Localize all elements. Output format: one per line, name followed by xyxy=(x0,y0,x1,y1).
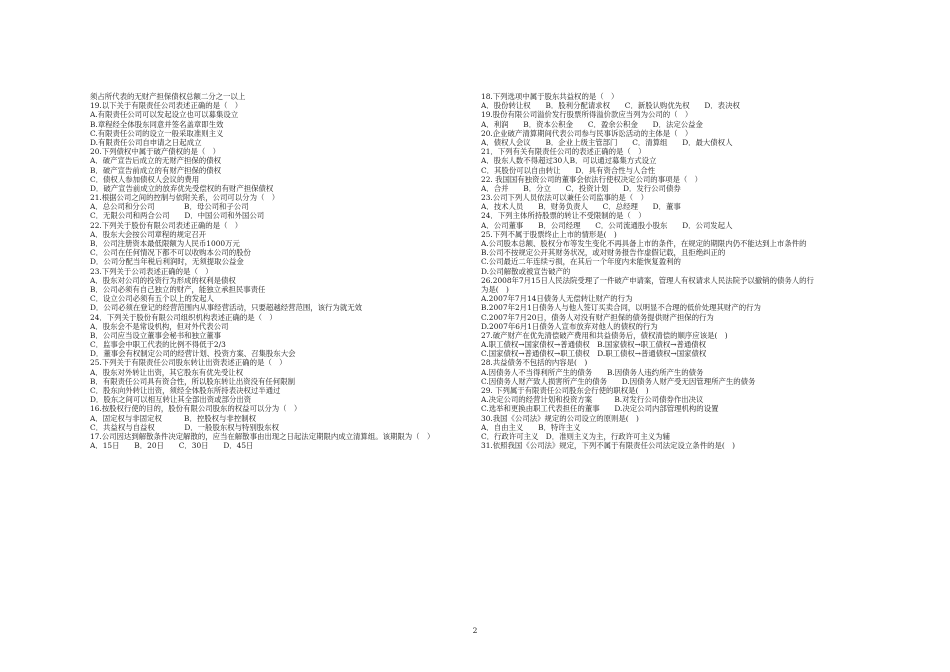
text-line: 23.下列关于公司表述正确的是（ ） xyxy=(90,266,213,276)
text-line: C．债权人参加债权人会议的费用 xyxy=(90,174,200,184)
text-line: B.章程经全体股东同意并签名盖章即生效 xyxy=(90,119,224,129)
text-line: A．15日 B．20日 C．30日 D．45日 xyxy=(90,441,254,451)
text-line: B.2007年2月1日债务人与他人签订买卖合同，以明显不合理的低价处理其财产的行为 xyxy=(481,303,761,313)
text-line: A．自由主义 B．特许主义 xyxy=(481,422,581,432)
text-line: B．有限责任公司具有资合性，所以股东转让出资没有任何限制 xyxy=(90,376,295,386)
text-line: A．股东对公司的投资行为形成的权利是债权 xyxy=(90,275,236,285)
text-line: 25.下列关于有限责任公司股东转让出资表述正确的是（ ） xyxy=(90,358,287,368)
text-line: 26.2008年7月15日人民法院受理了一件破产申请案，管理人有权请求人民法院予以撤销的债务人的行 xyxy=(481,275,814,285)
text-line: 16.按股权行使的目的，股份有限公司股东的权益可以分为（ ） xyxy=(90,404,302,414)
text-line: D.2007年6月1日债务人宣布放弃对他人的债权的行为 xyxy=(481,321,658,331)
text-line: A．总公司和分公司 B．母公司和子公司 xyxy=(90,202,249,212)
text-line: 17.公司因达到解散条件决定解散的，应当在解散事由出现之日起法定期限内成立清算组。该期限为（ ） xyxy=(90,431,435,441)
text-line: D．公司必须在登记的经营范围内从事经营活动，只要超越经营范围，该行为就无效 xyxy=(90,303,362,313)
text-line: C.因债务人财产致人损害所产生的债务 D.因债务人财产受无因管理所产生的债务 xyxy=(481,376,756,386)
text-line: A．固定权与非固定权 B．控股权与非控制权 xyxy=(90,413,256,423)
text-line: D．破产宣告前成立的放弃优先受偿权的有财产担保债权 xyxy=(90,183,274,193)
text-line: 19.以下关于有限责任公司表述正确的是（ ） xyxy=(90,101,243,111)
text-line: C．其股份可以自由转让 D．具有资合性与人合性 xyxy=(481,165,656,175)
text-line: A．股东会不是常设机构，但对外代表公司 xyxy=(90,321,229,331)
right-column xyxy=(481,92,881,450)
text-line: A．利润 B．资本公积金 C．盈余公积金 D．法定公益金 xyxy=(481,119,703,129)
text-line: 31.依照我国《公司法》规定，下列不属于有限责任公司法定设立条件的是( ) xyxy=(481,441,736,451)
text-line: A.2007年7月14日债务人无偿转让财产的行为 xyxy=(481,294,633,304)
text-line: C．公司在任何情况下都不可以收购本公司的股份 xyxy=(90,248,251,258)
text-line: A．股东对外转让出资，其它股东有优先受让权 xyxy=(90,367,244,377)
text-line: 19.股份有限公司溢价发行股票所得溢价款应当列为公司的（ ） xyxy=(481,110,693,120)
text-line: A.决定公司的经营计划和投资方案 B.对发行公司债券作出决议 xyxy=(481,395,704,405)
text-line: A.有限责任公司可以发起设立也可以募集设立 xyxy=(90,110,239,120)
text-line: A.因债务人不当得利所产生的债务 B.因债务人违约所产生的债务 xyxy=(481,367,704,377)
text-line: 23.公司下列人员依法可以兼任公司监事的是（ ） xyxy=(481,193,648,203)
text-line: A.职工债权→国家债权→普通债权 B.国家债权→职工债权→普通债权 xyxy=(481,340,707,350)
text-line: B.公司不按规定公开其财务状况，或对财务报告作虚假记载，且拒绝纠正的 xyxy=(481,248,726,258)
text-line: 21.根据公司之间的控制与依附关系，公司可以分为（ ） xyxy=(90,193,280,203)
text-line: 须占所代表的无财产担保债权总额二分之一以上 xyxy=(90,92,246,101)
text-line: 18.下列选项中属于股东共益权的是（ ） xyxy=(481,92,619,101)
text-line: A．技术人员 B．财务负责人 C．总经理 D．董事 xyxy=(481,202,681,212)
text-line: B．公司必须有自己独立的财产，能独立承担民事责任 xyxy=(90,284,266,294)
text-line: A．合并 B．分立 C．投资计划 D．发行公司债券 xyxy=(481,183,681,193)
text-line: A．股份转让权 B．股利分配请求权 C．新股认购优先权 D．表决权 xyxy=(481,101,740,111)
text-line: D．公司分配当年税后利润时，无须提取公益金 xyxy=(90,257,244,267)
text-line: D.公司解散或被宣告破产的 xyxy=(481,266,571,276)
text-line: 27.破产财产在优先清偿破产费用和共益债务后，债权清偿的顺序应该是( ) xyxy=(481,330,728,340)
text-line: C．行政许可主义 D．准则主义为主，行政许可主义为辅 xyxy=(481,431,670,441)
text-line: 28.共益债务不包括的内容是( ) xyxy=(481,358,588,368)
text-line: B．公司注册资本最低限额为人民币1000万元 xyxy=(90,239,240,248)
text-line: A．债权人会议 B．企业上级主管部门 C．清算组 D．最大债权人 xyxy=(481,137,733,147)
text-line: C.有限责任公司的设立一般采取准则主义 xyxy=(90,128,224,138)
text-line: A．公司董事 B．公司经理 C．公司流通股小股东 D．公司发起人 xyxy=(481,220,733,230)
text-line: B．公司应当设立董事会秘书和独立董事 xyxy=(90,330,222,340)
text-line: C.2007年7月20日，债务人对没有财产担保的债务提供财产担保的行为 xyxy=(481,312,714,322)
text-line: 为是( ) xyxy=(481,284,509,294)
text-line: 25.下列不属于股票终止上市的情形是( ) xyxy=(481,229,617,239)
text-line: 24．下列关于股份有限公司组织机构表述正确的是（ ） xyxy=(90,312,277,322)
text-line: C．股东向外转让出资，须经全体股东所持表决权过半通过 xyxy=(90,386,281,395)
text-line: C．监事会中职工代表的比例不得低于2/3 xyxy=(90,340,226,350)
text-line: C.国家债权→普通债权→职工债权 D.职工债权→普通债权→国家债权 xyxy=(481,349,707,359)
text-line: B．破产宣告前成立的有财产担保的债权 xyxy=(90,165,222,175)
text-line: A．股东人数不得超过30人B．可以通过募集方式设立 xyxy=(481,156,657,166)
text-line: A．破产宣告后成立的无财产担保的债权 xyxy=(90,156,221,166)
page-number: 2 xyxy=(472,626,478,635)
text-line: 30.我国《公司法》规定的公司设立的原则是( ) xyxy=(481,413,639,423)
text-line: A.公司股本总额、股权分布等发生变化不再具备上市的条件，在规定的期限内仍不能达到上市条件的 xyxy=(481,239,807,248)
text-line: 22.下列关于股份有限公司表述正确的是（ ） xyxy=(90,220,243,230)
text-line: 29. 下列属于有限责任公司股东会行使的职权是( ) xyxy=(481,386,649,395)
left-column xyxy=(90,92,490,450)
text-line: 20.下列债权中属于破产债权的是（ ） xyxy=(90,147,221,157)
text-line: 21．下列有关有限责任公司的表述正确的是（ ） xyxy=(481,147,646,157)
text-line: 20.企业破产清算期间代表公司参与民事诉讼活动的主体是（ ） xyxy=(481,128,693,138)
text-line: D．股东之间可以相互转让其全部出资或部分出资 xyxy=(90,395,252,405)
text-line: C．共益权与自益权 D．一般股东权与特别股东权 xyxy=(90,422,279,432)
text-line: 22. 我国国有独资公司的董事会依法行使权决定公司的事项是（ ） xyxy=(481,174,703,184)
text-line: D.有限责任公司自申请之日起成立 xyxy=(90,137,202,147)
text-line: A．股东大会按公司章程的规定召开 xyxy=(90,229,207,239)
text-line: C．设立公司必须有五个以上的发起人 xyxy=(90,294,214,304)
text-line: C．无限公司和两合公司 D．中国公司和外国公司 xyxy=(90,211,265,221)
text-line: D．董事会有权制定公司的经营计划、投资方案、召集股东大会 xyxy=(90,349,296,359)
text-line: 24．下列主体所持股票的转让不受限制的是（ ） xyxy=(481,211,646,221)
text-line: C.公司最近二年连续亏损，在其后一个年度内未能恢复盈利的 xyxy=(481,257,681,267)
text-line: C.选举和更换由职工代表担任的董事 D.决定公司内部管理机构的设置 xyxy=(481,404,719,414)
